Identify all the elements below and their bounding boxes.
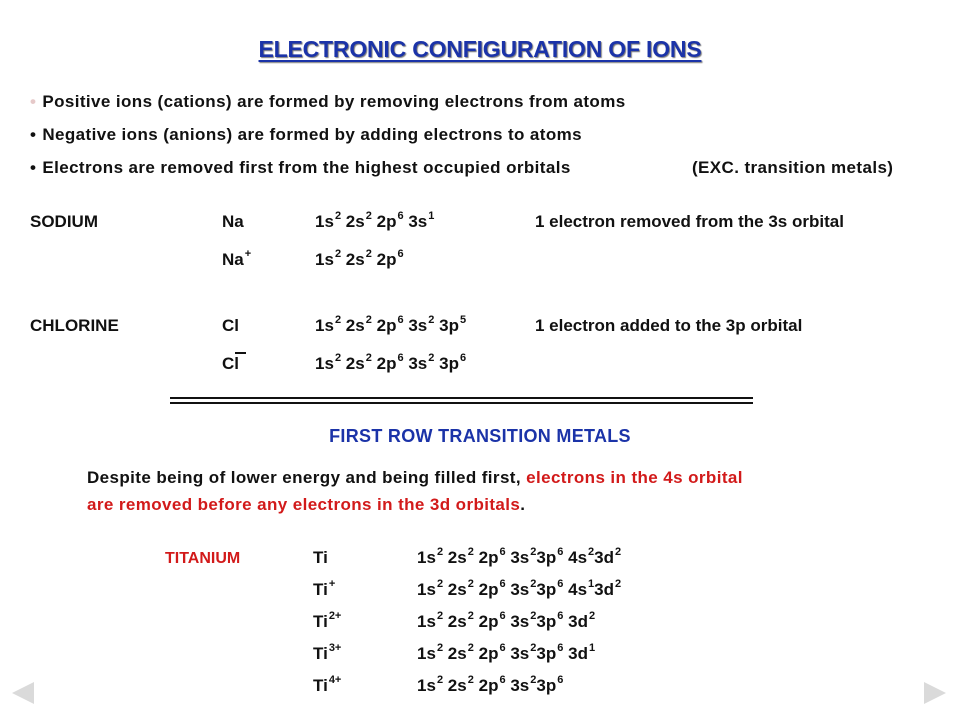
sodium-config: $1s^2$ $2s^2$ $2p^6$ $3s^1$ bbox=[315, 210, 435, 231]
explanation-line-1: Despite being of lower energy and being filled first, electrons in the 4s orbital bbox=[87, 468, 743, 487]
chlorine-note: 1 electron added to the 3p orbital bbox=[535, 316, 803, 335]
right-triangle-icon[interactable] bbox=[924, 682, 946, 704]
bullet-dot: • bbox=[30, 92, 37, 111]
sodium-ion-config: $1s^2$ $2s^2$ $2p^6$ bbox=[315, 248, 404, 269]
chlorine-config: $1s^2$ $2s^2$ $2p^6$ $3s^2$ $3p^5$ bbox=[315, 314, 467, 335]
bullet-anions bbox=[30, 125, 582, 145]
titanium-label: TITANIUM bbox=[165, 550, 241, 567]
section-heading: FIRST ROW TRANSITION METALS bbox=[329, 426, 631, 446]
ti-4plus-config: $1s^2$ $2s^2$ $2p^6$ $3s^23p^6$ bbox=[417, 674, 564, 695]
ti-config: $1s^2$ $2s^2$ $2p^6$ $3s^23p^6$ $4s^23d^2$ bbox=[417, 546, 622, 567]
ti-3plus-symbol: $Ti^{3+}$ bbox=[313, 642, 342, 663]
bullet-dot: • bbox=[30, 158, 37, 177]
divider-top-line bbox=[170, 397, 753, 399]
ti-4plus-symbol: $Ti^{4+}$ bbox=[313, 674, 342, 695]
chlorine-ion-symbol bbox=[222, 354, 239, 374]
explanation-line-2: are removed before any electrons in the 3d orbitals. bbox=[87, 495, 526, 514]
bullet-text: Electrons are removed first from the highest occupied orbitals bbox=[42, 158, 571, 177]
sodium-symbol: Na bbox=[222, 212, 244, 231]
bullet-dot: • bbox=[30, 125, 37, 144]
left-triangle-icon[interactable] bbox=[12, 682, 34, 704]
ti-symbol: Ti bbox=[313, 548, 328, 567]
ti-plus-config: $1s^2$ $2s^2$ $2p^6$ $3s^23p^6$ $4s^13d^2$ bbox=[417, 578, 622, 599]
ti-3plus-config: $1s^2$ $2s^2$ $2p^6$ $3s^23p^6$ $3d^1$ bbox=[417, 642, 596, 663]
anion-minus-sign: Cl bbox=[222, 354, 239, 373]
ti-2plus-symbol: $Ti^{2+}$ bbox=[313, 610, 342, 631]
sodium-ion-symbol: Na+ bbox=[222, 248, 252, 269]
page-title: ELECTRONIC CONFIGURATION OF IONS bbox=[258, 36, 702, 62]
sodium-label: SODIUM bbox=[30, 212, 98, 231]
chlorine-symbol: Cl bbox=[222, 316, 239, 335]
ti-plus-symbol: Ti+ bbox=[313, 578, 336, 599]
bullet-exception-note: (EXC. transition metals) bbox=[692, 158, 894, 177]
bullet-cations bbox=[30, 92, 626, 112]
sodium-note: 1 electron removed from the 3s orbital bbox=[535, 212, 844, 231]
bullet-text: Negative ions (anions) are formed by adding electrons to atoms bbox=[42, 125, 582, 144]
chlorine-label: CHLORINE bbox=[30, 316, 119, 335]
bullet-text: Positive ions (cations) are formed by removing electrons from atoms bbox=[42, 92, 626, 111]
ti-2plus-config: $1s^2$ $2s^2$ $2p^6$ $3s^23p^6$ $3d^2$ bbox=[417, 610, 596, 631]
divider-bottom-line bbox=[170, 402, 753, 404]
bullet-removal-order bbox=[30, 158, 571, 178]
chlorine-ion-config: $1s^2$ $2s^2$ $2p^6$ $3s^2$ $3p^6$ bbox=[315, 352, 467, 373]
